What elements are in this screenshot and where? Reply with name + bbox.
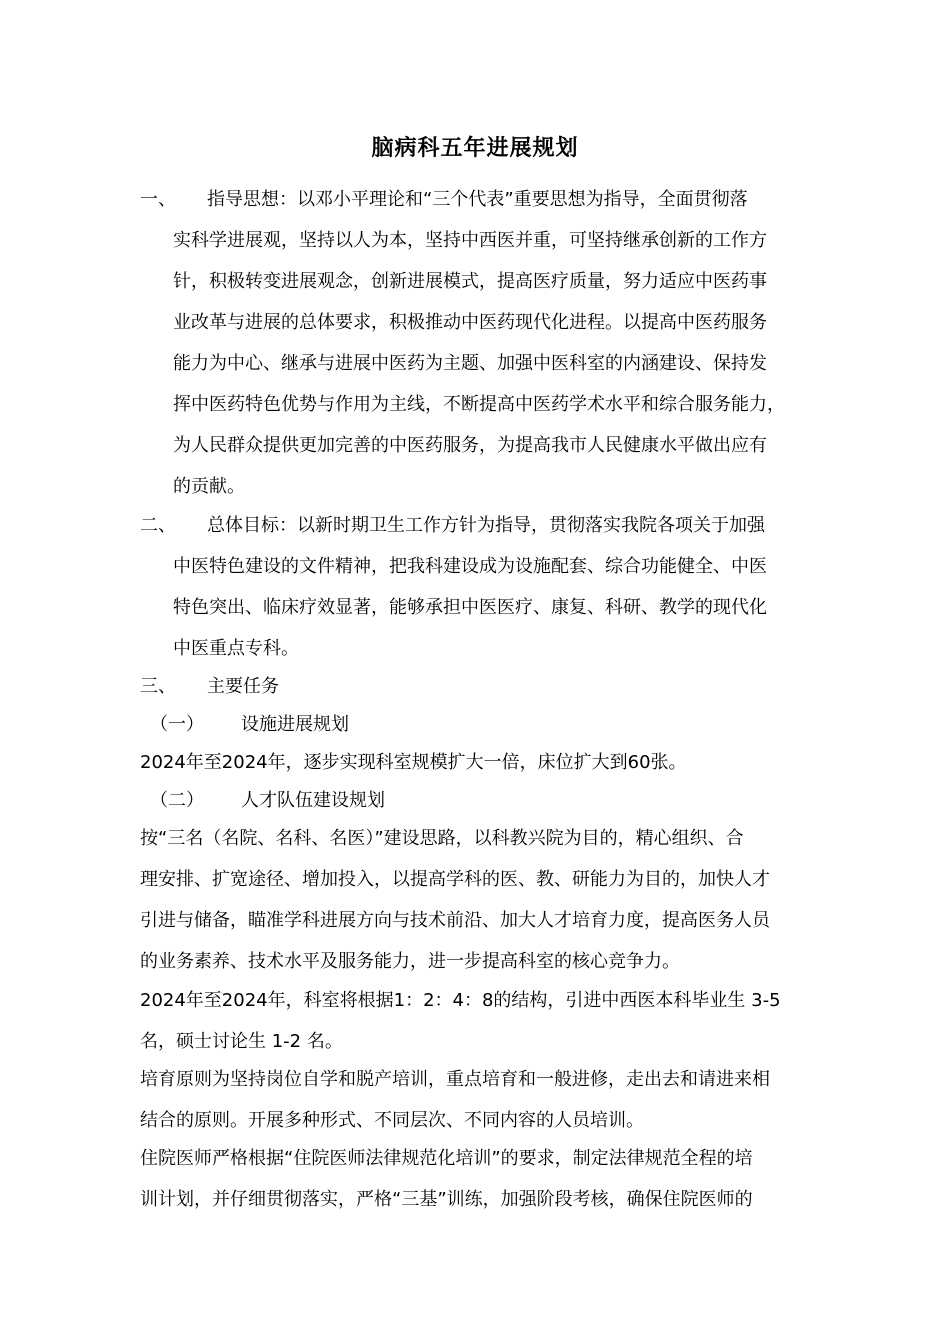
section-1-number: 一、	[140, 189, 176, 210]
subsection-1-number: （一）	[150, 714, 204, 735]
section-1-line: 挥中医药特色优势与作用为主线，不断提高中医药学术水平和综合服务能力，	[173, 394, 785, 415]
subsection-2-heading: 人才队伍建设规划	[241, 790, 385, 811]
section-3-number: 三、	[140, 676, 176, 697]
paragraph-line: 住院医师严格根据“住院医师法律规范化培训”的要求，制定法律规范全程的培	[140, 1148, 753, 1169]
section-2-line: 中医重点专科。	[173, 638, 299, 659]
section-2-line: 特色突出、临床疗效显著，能够承担中医医疗、康复、科研、教学的现代化	[173, 597, 767, 618]
section-3-heading: 主要任务	[207, 676, 279, 697]
paragraph-line: 引进与储备，瞄准学科进展方向与技术前沿、加大人才培育力度，提高医务人员	[140, 910, 770, 931]
section-1-line: 实科学进展观，坚持以人为本，坚持中西医并重，可坚持继承创新的工作方	[173, 230, 767, 251]
section-1-line: 的贡献。	[173, 476, 245, 497]
document-title: 脑病科五年进展规划	[371, 136, 579, 161]
paragraph-line: 结合的原则。开展多种形式、不同层次、不同内容的人员培训。	[140, 1110, 644, 1131]
section-1-line: 为人民群众提供更加完善的中医药服务，为提高我市人民健康水平做出应有	[173, 435, 767, 456]
paragraph-line: 培育原则为坚持岗位自学和脱产培训，重点培育和一般进修，走出去和请进来相	[140, 1069, 770, 1090]
section-1-line: 能力为中心、继承与进展中医药为主题、加强中医科室的内涵建设、保持发	[173, 353, 767, 374]
paragraph-line: 训计划，并仔细贯彻落实，严格“三基”训练，加强阶段考核，确保住院医师的	[140, 1189, 753, 1210]
paragraph-line: 2024年至2024年，科室将根据1：2：4：8的结构，引进中西医本科毕业生 3-5	[140, 990, 781, 1011]
subsection-1-heading: 设施进展规划	[241, 714, 349, 735]
paragraph-line: 的业务素养、技术水平及服务能力，进一步提高科室的核心竞争力。	[140, 951, 680, 972]
subsection-2-number: （二）	[150, 790, 204, 811]
section-1-line: 指导思想：以邓小平理论和“三个代表”重要思想为指导，全面贯彻落	[207, 189, 748, 210]
section-1-line: 针，积极转变进展观念，创新进展模式，提高医疗质量，努力适应中医药事	[173, 271, 767, 292]
section-2-line: 中医特色建设的文件精神，把我科建设成为设施配套、综合功能健全、中医	[173, 556, 767, 577]
subsection-1-text: 2024年至2024年，逐步实现科室规模扩大一倍，床位扩大到60张。	[140, 752, 687, 773]
paragraph-line: 名，硕士讨论生 1-2 名。	[140, 1031, 343, 1052]
section-1-line: 业改革与进展的总体要求，积极推动中医药现代化进程。以提高中医药服务	[173, 312, 767, 333]
section-2-line: 总体目标：以新时期卫生工作方针为指导，贯彻落实我院各项关于加强	[207, 515, 765, 536]
paragraph-line: 理安排、扩宽途径、增加投入，以提高学科的医、教、研能力为目的，加快人才	[140, 869, 770, 890]
paragraph-line: 按“三名（名院、名科、名医）”建设思路，以科教兴院为目的，精心组织、合	[140, 828, 744, 849]
section-2-number: 二、	[140, 515, 176, 536]
